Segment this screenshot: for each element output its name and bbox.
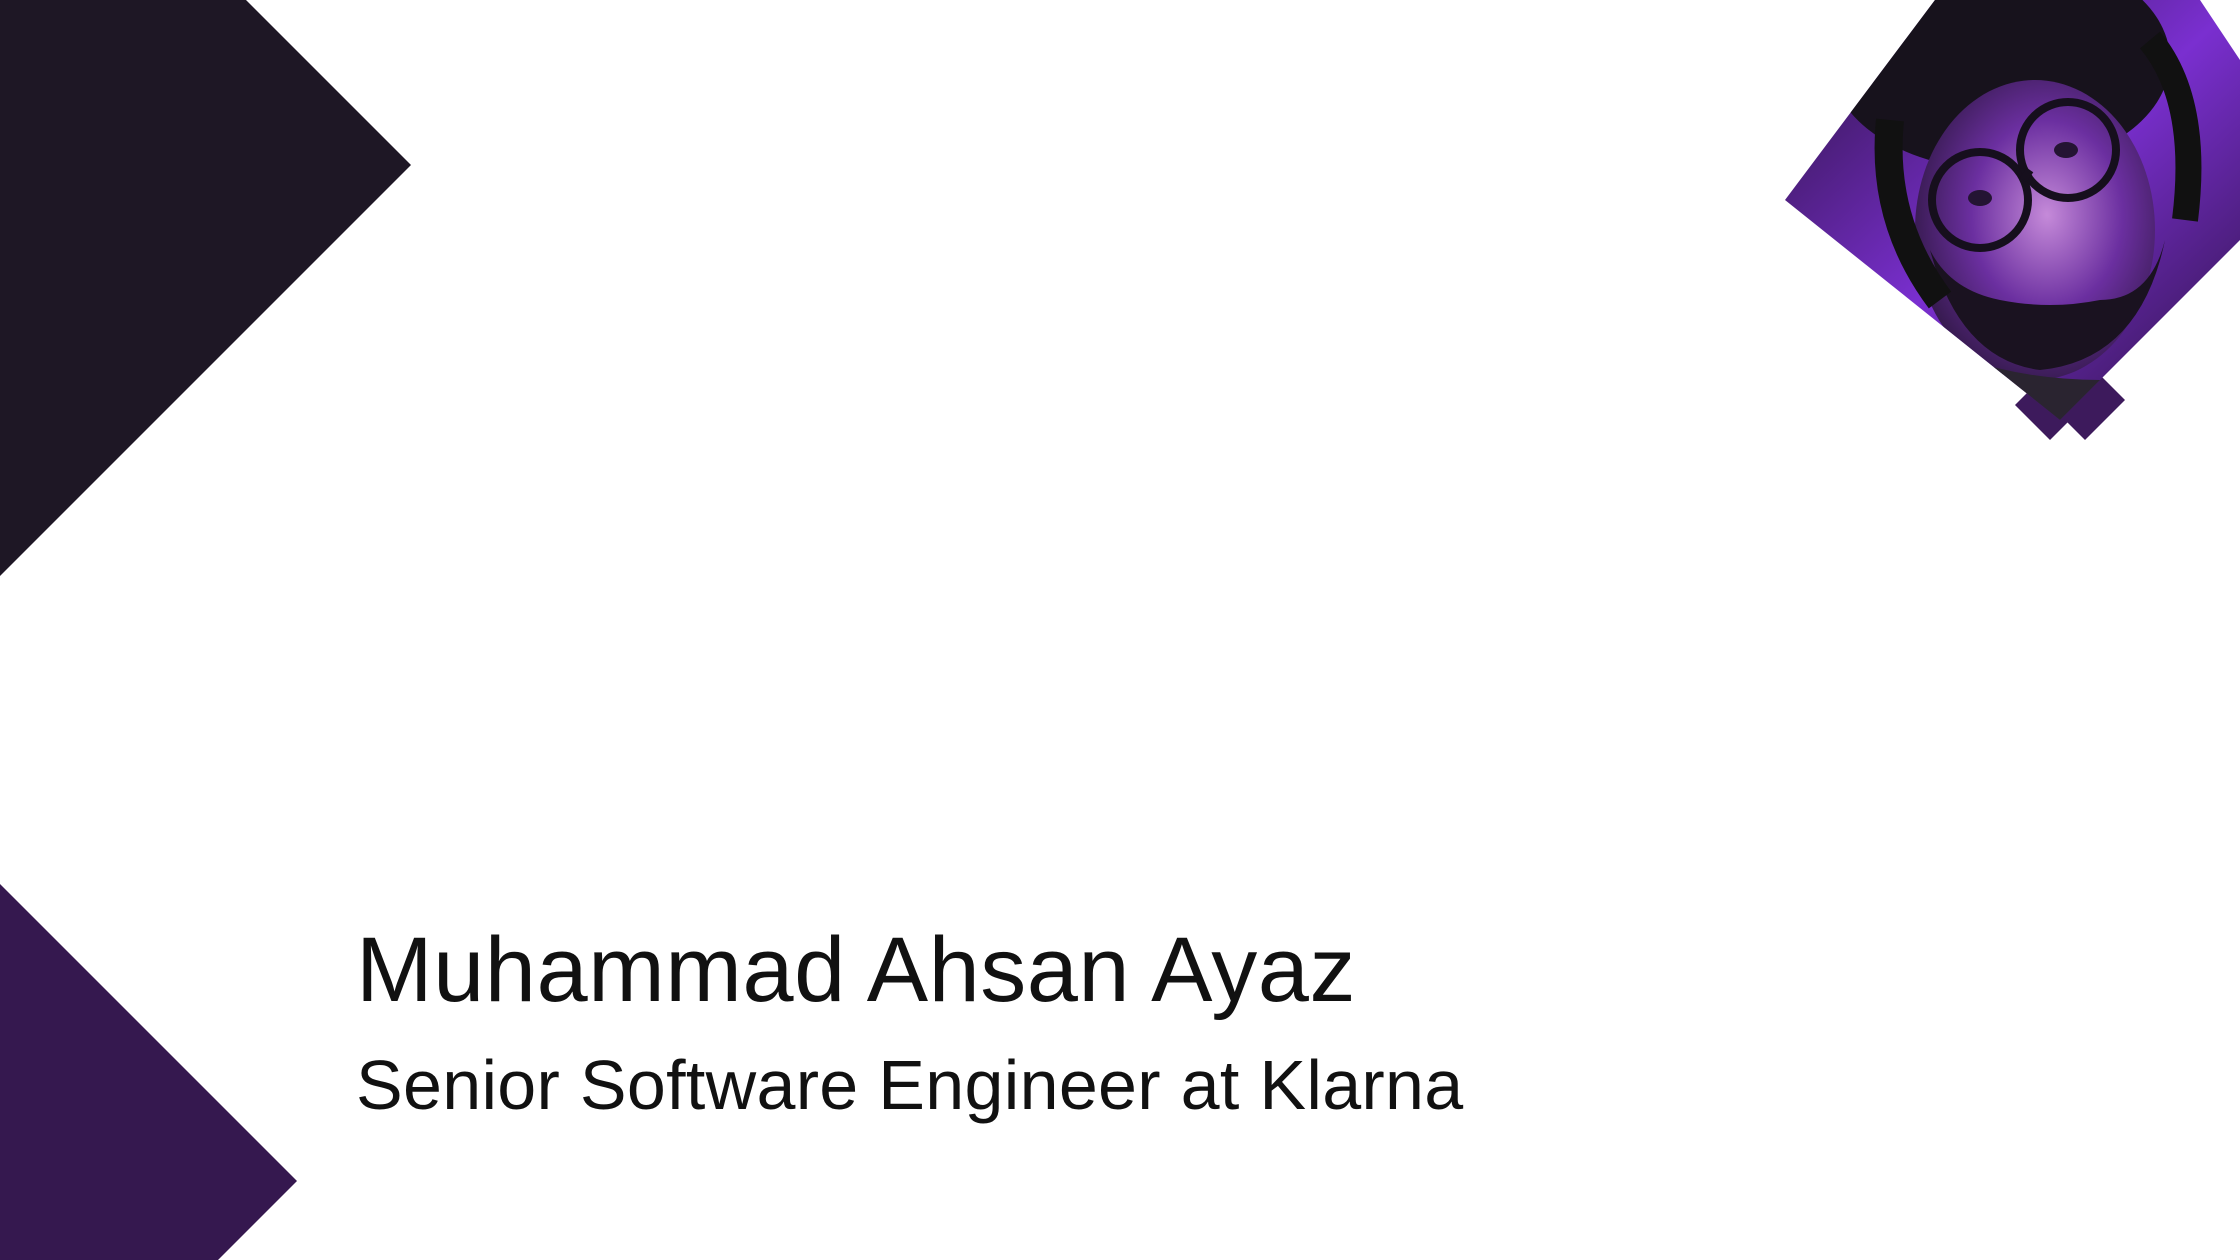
speaker-name: Muhammad Ahsan Ayaz — [356, 919, 1356, 1021]
speaker-role: Senior Software Engineer at Klarna — [356, 1046, 1464, 1124]
